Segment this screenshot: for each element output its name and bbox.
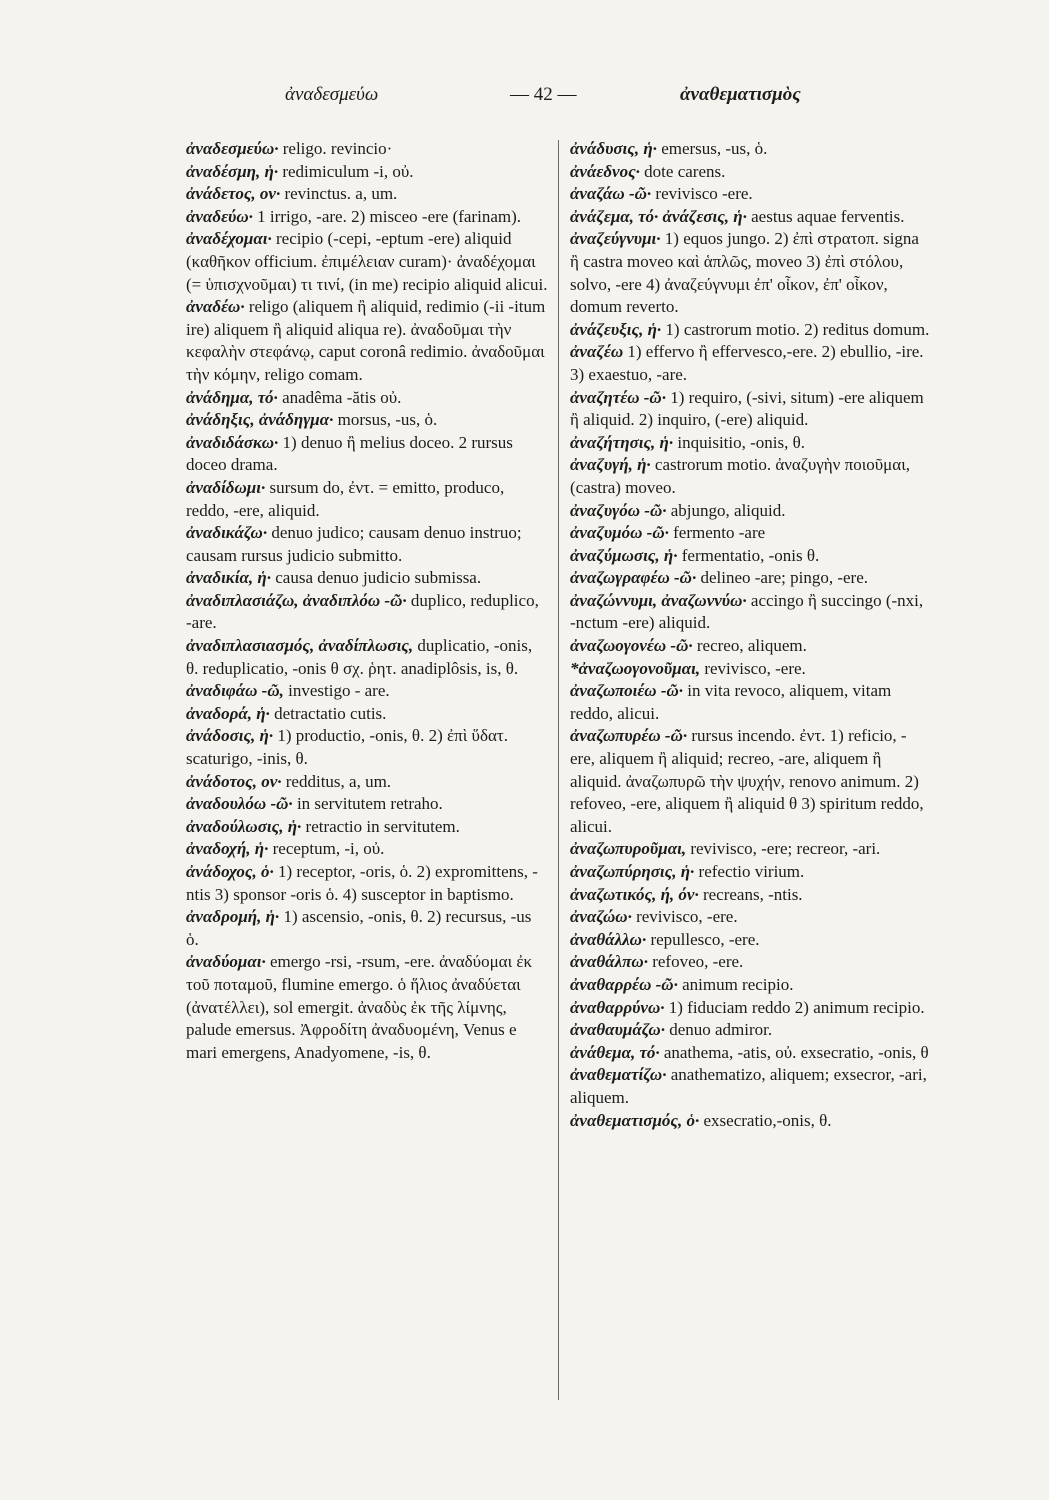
entry-headword: ἀναδιφάω -ῶ, [186,681,284,701]
entry-definition: recreans, -ntis. [698,884,803,904]
entry-headword: ἀναζυγή, ἡ· [570,455,651,475]
entry-headword: ἀναζώννυμι, ἀναζωννύω· [570,590,747,610]
entry-definition: revivisco, -ere. [631,907,738,927]
dictionary-entry [186,228,548,296]
entry-headword: *ἀναζωογονοῦμαι, [570,658,701,678]
dictionary-entry [186,635,548,680]
entry-headword: ἀναθεματίζω· [570,1065,667,1085]
entry-headword: ἀναδίδωμι· [186,477,266,497]
entry-headword: ἀνάδοχος, ὁ· [186,862,274,881]
dictionary-entry [570,635,930,658]
entry-definition: causa denuo judicio submissa. [271,568,482,588]
entry-definition: refoveo, -ere. [647,952,744,972]
entry-headword: ἀναθαυμάζω· [570,1020,665,1040]
entry-definition: recipio (-cepi, -eptum -ere) aliquid (καθῆκον officium. ἐπιμέλειαν curam)· ἀναδέχομαι (= ὑπισχνοῦμαι) τι τινί, (in me) recipio aliquid alicui. [186,229,548,294]
entry-headword: ἀνάδημα, τό· [186,387,278,407]
entry-definition: refectio virium. [694,862,805,881]
entry-headword: ἀναδεσμεύω· [186,139,279,158]
entry-headword: ἀνάδηξις, ἀνάδηγμα· [186,410,334,430]
entry-definition: emergo -rsi, -rsum, -ere. ἀναδύομαι ἐκ τοῦ ποταμοῦ, flumine emergo. ὁ ἥλιος ἀναδύεται (ἀνατέλλει), sol emergit. ἀναδὺς ἐκ τῆς λίμνης, palude emersus. Ἀφροδίτη ἀναδυομένη, Venus e mari emergens, Anadyomene, -is, θ. [186,952,533,1062]
entry-definition: retractio in servitutem. [301,816,460,836]
dictionary-entry [570,161,930,184]
entry-headword: ἀναδικία, ἡ· [186,568,271,588]
dictionary-entry [186,838,548,861]
entry-headword: ἀναδέω· [186,297,245,317]
entry-headword: ἀναζωποιέω -ῶ· [570,681,684,701]
entry-definition: revivisco, -ere. [700,658,806,678]
entry-definition: aestus aquae ferventis. [746,206,905,226]
entry-definition: denuo judico; causam denuo instruo; causam rursus judicio submitto. [186,523,522,565]
entry-definition: fermento -are [668,523,766,543]
entry-definition: dote carens. [639,161,726,181]
entry-headword: ἀναζωπυροῦμαι, [570,839,687,859]
entry-headword: ἀναθεματισμός, ὁ· [570,1110,700,1130]
dictionary-entry [570,906,930,929]
dictionary-entry [186,567,548,590]
entry-definition: receptum, -i, οὐ. [268,839,385,859]
dictionary-entry [570,1019,930,1042]
entry-definition: rursus incendo. ἐντ. 1) reficio, -ere, aliquem ἢ aliquid; recreo, -are, aliquem ἢ aliquid. ἀναζωπυρῶ τὴν ψυχήν, renovo animum. 2) refoveo, -ere, aliquem ἢ aliquid θ 3) spiritum reddo, alicui. [570,726,924,836]
entry-definition: 1) receptor, -oris, ὁ. 2) expromittens, -ntis 3) sponsor -oris ὁ. 4) susceptor in baptismo. [186,862,538,904]
entry-headword: ἀναδρομή, ἡ· [186,907,280,927]
dictionary-entry [186,590,548,635]
entry-headword: ἀναζυμόω -ῶ· [570,523,669,543]
entry-definition: emersus, -us, ὁ. [656,139,768,158]
entry-headword: ἀναζήτησις, ἡ· [570,432,674,452]
entry-headword: ἀνάεδνος· [570,161,640,181]
entry-definition: investigo - are. [283,681,390,701]
entry-definition: accingo ἢ succingo (-nxi, -nctum -ere) aliquid. [570,590,924,633]
dictionary-entry [186,793,548,816]
entry-definition: recreo, aliquem. [692,636,807,656]
entry-headword: ἀναδέχομαι· [186,229,272,249]
entry-headword: ἀναθαρρύνω· [570,997,665,1017]
right-column [570,138,930,1418]
entry-headword: ἀναδεύω· [186,206,253,226]
entry-headword: ἀναζέω [570,342,624,362]
entry-definition: 1) requiro, (-sivi, situm) -ere aliquem ἢ aliquid. 2) inquiro, (-ere) aliquid. [570,387,924,430]
dictionary-entry [186,387,548,410]
entry-headword: ἀναδιπλασιασμός, ἀναδίπλωσις, [186,636,414,656]
entry-definition: fermentatio, -onis θ. [677,545,820,565]
left-column [186,138,548,1418]
entry-definition: inquisitio, -onis, θ. [673,432,806,452]
entry-headword: ἀναζυγόω -ῶ· [570,500,667,520]
entry-definition: duplico, reduplico, -are. [186,590,539,633]
running-head [180,84,880,118]
dictionary-entry [186,725,548,770]
entry-headword: ἀνάδοσις, ἡ· [186,726,274,746]
dictionary-entry [570,929,930,952]
entry-headword: ἀναδιπλασιάζω, ἀναδιπλόω -ῶ· [186,590,407,610]
entry-definition: 1) productio, -onis, θ. 2) ἐπὶ ὕδατ. scaturigo, -inis, θ. [186,726,508,769]
dictionary-entry [570,658,930,681]
entry-definition: 1) fiduciam reddo 2) animum recipio. [664,997,925,1017]
entry-headword: ἀναζωτικός, ή, όν· [570,884,699,904]
dictionary-entry [186,296,548,386]
dictionary-entry [186,432,548,477]
entry-definition: 1) equos jungo. 2) ἐπὶ στρατοπ. signa ἢ castra moveo καὶ ἁπλῶς, moveo 3) ἐπὶ στόλου, solvo, -ere 4) ἀναζεύγνυμι ἐπ' οἶκον, ἐπ' οἶκον, domum reverto. [570,229,919,317]
dictionary-entry [186,161,548,184]
dictionary-entry [570,974,930,997]
dictionary-entry [570,997,930,1020]
entry-headword: ἀνάζευξις, ἡ· [570,319,662,339]
dictionary-entry [186,183,548,206]
dictionary-entry [570,545,930,568]
dictionary-entry [186,680,548,703]
entry-definition: detractatio cutis. [269,703,387,723]
dictionary-entry [570,1042,930,1065]
dictionary-entry [186,409,548,432]
entry-definition: revivisco -ere. [651,184,753,204]
dictionary-entry [570,680,930,725]
dictionary-entry [570,861,930,884]
entry-headword: ἀναδικάζω· [186,523,268,543]
column-divider [558,140,559,1400]
dictionary-entry [570,884,930,907]
entry-headword: ἀναδιδάσκω· [186,432,279,452]
entry-headword: ἀναδοχή, ἡ· [186,839,269,859]
dictionary-entry [186,861,548,906]
entry-headword: ἀναθάλπω· [570,952,648,972]
dictionary-entry [186,477,548,522]
entry-headword: ἀναδούλωσις, ἡ· [186,816,302,836]
entry-headword: ἀναζεύγνυμι· [570,229,661,249]
entry-definition: sursum do, ἐντ. = emitto, produco, reddo, -ere, aliquid. [186,477,505,520]
dictionary-entry [186,816,548,839]
dictionary-entry [570,725,930,838]
entry-headword: ἀνάδετος, ον· [186,184,281,204]
entry-definition: exsecratio,-onis, θ. [699,1110,832,1130]
entry-headword: ἀναδορά, ἡ· [186,703,270,723]
dictionary-entry [570,432,930,455]
entry-headword: ἀναθαρρέω -ῶ· [570,974,678,994]
dictionary-entry [570,838,930,861]
entry-headword: ἀναζωογονέω -ῶ· [570,636,693,656]
entry-definition: redditus, a, um. [281,771,392,791]
dictionary-entry [570,1064,930,1109]
entry-definition: anadêma -ătis οὐ. [277,387,402,407]
entry-definition: 1) denuo ἢ melius doceo. 2 rursus doceo drama. [186,432,513,475]
dictionary-entry [570,590,930,635]
entry-headword: ἀναδέσμη, ἡ· [186,161,279,181]
entry-definition: denuo admiror. [664,1020,773,1040]
dictionary-entry [186,206,548,229]
entry-definition: anathema, -atis, οὐ. exsecratio, -onis, θ [659,1042,929,1062]
dictionary-entry [186,703,548,726]
dictionary-entry [186,951,548,1064]
dictionary-entry [570,1110,930,1133]
entry-headword: ἀνάζεμα, τό· ἀνάζεσις, ἡ· [570,206,747,226]
dictionary-entry [570,522,930,545]
dictionary-entry [570,951,930,974]
entry-headword: ἀναζάω -ῶ· [570,184,652,204]
entry-definition: delineo -are; pingo, -ere. [696,568,869,588]
dictionary-entry [570,206,930,229]
entry-definition: abjungo, aliquid. [666,500,786,520]
entry-headword: ἀναζητέω -ῶ· [570,387,666,407]
dictionary-entry [186,906,548,951]
entry-definition: repullesco, -ere. [646,929,760,949]
entry-headword: ἀναζωγραφέω -ῶ· [570,568,697,588]
entry-definition: 1) ascensio, -onis, θ. 2) recursus, -us ὁ. [186,907,532,949]
page-number: — 42 — [510,84,577,105]
entry-headword: ἀναδουλόω -ῶ· [186,794,293,814]
entry-definition: anathematizo, aliquem; exsecror, -ari, aliquem. [570,1065,927,1107]
header-first-word: ἀναδεσμεύω [285,84,379,105]
dictionary-entry [570,500,930,523]
dictionary-entry [186,771,548,794]
entry-headword: ἀναθάλλω· [570,929,647,949]
dictionary-entry [186,138,548,161]
dictionary-entry [570,387,930,432]
entry-definition: redimiculum -i, οὐ. [278,161,414,181]
entry-headword: ἀναζωπυρέω -ῶ· [570,726,688,746]
entry-definition: 1 irrigo, -are. 2) misceo -ere (farinam). [252,206,521,226]
header-last-word: ἀναθεματισμὸς [680,84,801,105]
entry-definition: 1) effervo ἢ effervesco,-ere. 2) ebullio, -ire. 3) exaestuo, -are. [570,342,924,384]
entry-definition: in vita revoco, aliquem, vitam reddo, alicui. [570,681,892,723]
entry-headword: ἀνάθεμα, τό· [570,1042,660,1062]
dictionary-entry [570,567,930,590]
entry-definition: religo. revincio· [278,139,393,158]
entry-definition: duplicatio, -onis, θ. reduplicatio, -onis θ σχ. ῥητ. anadiplôsis, is, θ. [186,636,533,678]
entry-headword: ἀνάδυσις, ἡ· [570,139,657,158]
dictionary-entry [570,138,930,161]
dictionary-entry [570,228,930,318]
entry-definition: 1) castrorum motio. 2) reditus domum. [661,319,930,339]
entry-definition: revivisco, -ere; recreor, -ari. [686,839,881,859]
entry-definition: in servitutem retraho. [292,794,443,814]
entry-headword: ἀναδύομαι· [186,952,266,972]
entry-headword: ἀναζύμωσις, ἡ· [570,545,678,565]
dictionary-entry [570,341,930,386]
entry-definition: revinctus. a, um. [280,184,398,204]
dictionary-entry [570,183,930,206]
entry-definition: religo (aliquem ἢ aliquid, redimio (-ii -itum ire) aliquem ἢ aliquid aliqua re). ἀναδοῦμαι τὴν κεφαλὴν στεφάνῳ, caput coronâ redimio. ἀναδοῦμαι τὴν κόμην, religo comam. [186,297,546,384]
entry-headword: ἀναζωπύρησις, ἡ· [570,862,695,881]
dictionary-entry [570,454,930,499]
entry-definition: castrorum motio. ἀναζυγὴν ποιοῦμαι, (castra) moveo. [570,455,911,497]
dictionary-entry [570,319,930,342]
dictionary-entry [186,522,548,567]
entry-headword: ἀναζώω· [570,907,632,927]
entry-definition: morsus, -us, ὁ. [333,410,438,430]
entry-headword: ἀνάδοτος, ον· [186,771,282,791]
entry-definition: animum recipio. [677,974,794,994]
